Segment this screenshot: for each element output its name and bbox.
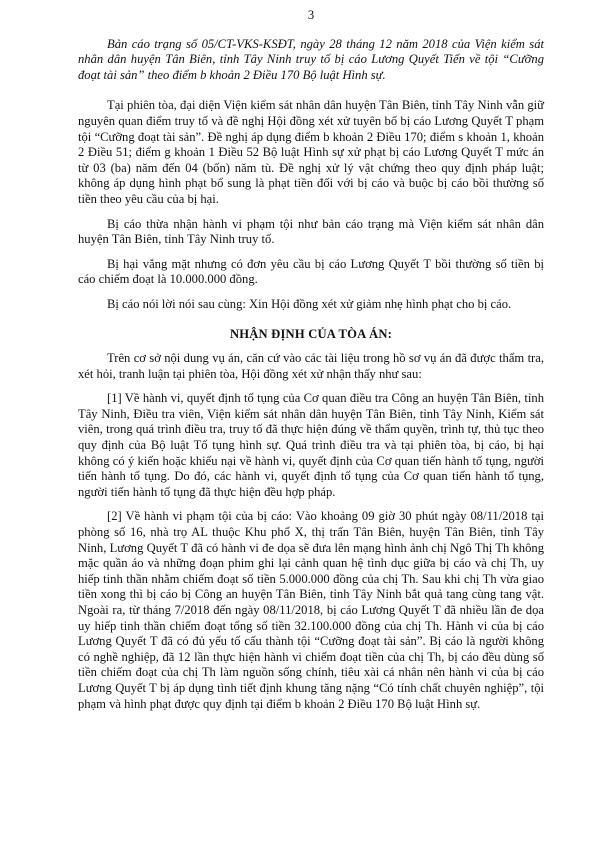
section-heading: NHẬN ĐỊNH CỦA TÒA ÁN: [229,326,393,341]
procedure-finding-paragraph: [1] Về hành vi, quyết định tố tụng của Cơ quan điều tra Công an huyện Tân Biên, tỉnh Tây Ninh, Điều tra viên, Viện kiểm sát nhân dân huyện Tân Biên, tỉnh Tây Ninh, Kiểm sát viên, trong quá trình điều tra, truy tố đã thực hiện đúng về thẩm quyền, trình tự, thủ tục theo quy định của Bộ luật Tố tụng hình sự. Quá trình điều tra và tại phiên tòa, bị cáo, bị hại không có ý kiến hoặc khiếu nại về hành vi, quyết định của Cơ quan tiến hành tố tụng, người tiến hành tố tụng. Do đó, các hành vi, quyết định tố tụng của Cơ quan tiến hành tố tụng, người tiến hành tố tụng đã thực hiện đều hợp pháp. [78,391,544,499]
defendant-admission-paragraph: Bị cáo thừa nhận hành vi phạm tội như bản cáo trạng mà Viện kiểm sát nhân dân huyện Tân Biên, tỉnh Tây Ninh truy tố. [78,216,544,247]
crime-finding-paragraph: [2] Về hành vi phạm tội của bị cáo: Vào khoảng 09 giờ 30 phút ngày 08/11/2018 tại phòng số 16, nhà trọ AL thuộc Khu phố X, thị trấn Tân Biên, huyện Tân Biên, tỉnh Tây Ninh, Lương Quyết T đã có hành vi đe dọa sẽ đưa lên mạng hình ảnh chị Ngô Thị Th không mặc quần áo và những đoạn phim ghi lại cảnh quan hệ tình dục giữa bị cáo và chị Th, uy hiếp tinh thần nhằm chiếm đoạt số tiền 5.000.000 đồng của chị Th. Sau khi chị Th vừa giao tiền xong thì bị cáo bị Công an huyện Tân Biên, tỉnh Tây Ninh bắt quả tang cùng tang vật. Ngoài ra, từ tháng 7/2018 đến ngày 08/11/2018, bị cáo Lương Quyết T đã nhiều lần đe dọa uy hiếp tinh thần chiếm đoạt tổng số tiền 32.100.000 đồng của chị Th. Hành vi của bị cáo Lương Quyết T đã có đủ yếu tố cấu thành tội “Cưỡng đoạt tài sản”. Bị cáo là người không có nghề nghiệp, đã 12 lần thực hiện hành vi chiếm đoạt tiền của chị Th, bị cáo đều dùng số tiền chiếm đoạt của chị Th làm nguồn sống chính, tiêu xài cá nhân nên hành vi của bị cáo Lương Quyết T bị áp dụng tình tiết định khung tăng nặng “Có tính chất chuyên nghiệp”, tội phạm và hình phạt được quy định tại điểm b khoản 2 Điều 170 Bộ luật Hình sự. [78,509,544,711]
page-number: 3 [307,8,315,22]
victim-request-paragraph: Bị hại vắng mặt nhưng có đơn yêu cầu bị cáo Lương Quyết T bồi thường số tiền bị cáo chiếm đoạt là 10.000.000 đồng. [78,256,544,287]
defendant-last-words-paragraph: Bị cáo nói lời nói sau cùng: Xin Hội đồng xét xử giảm nhẹ hình phạt cho bị cáo. [107,296,512,311]
prosecutor-opinion-paragraph: Tại phiên tòa, đại diện Viện kiểm sát nhân dân huyện Tân Biên, tỉnh Tây Ninh vẫn giữ nguyên quan điểm truy tố và đề nghị Hội đồng xét xử tuyên bố bị cáo Lương Quyết T phạm tội “Cưỡng đoạt tài sản”. Đề nghị áp dụng điểm b khoản 2 Điều 170; điểm s khoản 1, khoản 2 Điều 51; điểm g khoản 1 Điều 52 Bộ luật Hình sự xử phạt bị cáo Lương Quyết T mức án từ 03 (ba) năm đến 04 (bốn) năm tù. Đề nghị xử lý vật chứng theo quy định pháp luật; không áp dụng hình phạt bổ sung là phạt tiền đối với bị cáo và buộc bị cáo bồi thường số tiền theo yêu cầu của bị hại. [78,98,544,206]
indictment-summary-paragraph: Bản cáo trạng số 05/CT-VKS-KSĐT, ngày 28 tháng 12 năm 2018 của Viện kiểm sát nhân dân huyện Tân Biên, tỉnh Tây Ninh truy tố bị cáo Lương Quyết Tiến về tội “Cưỡng đoạt tài sản” theo điểm b khoản 2 Điều 170 Bộ luật Hình sự. [78,36,544,82]
court-basis-paragraph: Trên cơ sở nội dung vụ án, căn cứ vào các tài liệu trong hồ sơ vụ án đã được thẩm tra, xét hỏi, tranh luận tại phiên tòa, Hội đồng xét xử nhận thấy như sau: [78,351,544,381]
